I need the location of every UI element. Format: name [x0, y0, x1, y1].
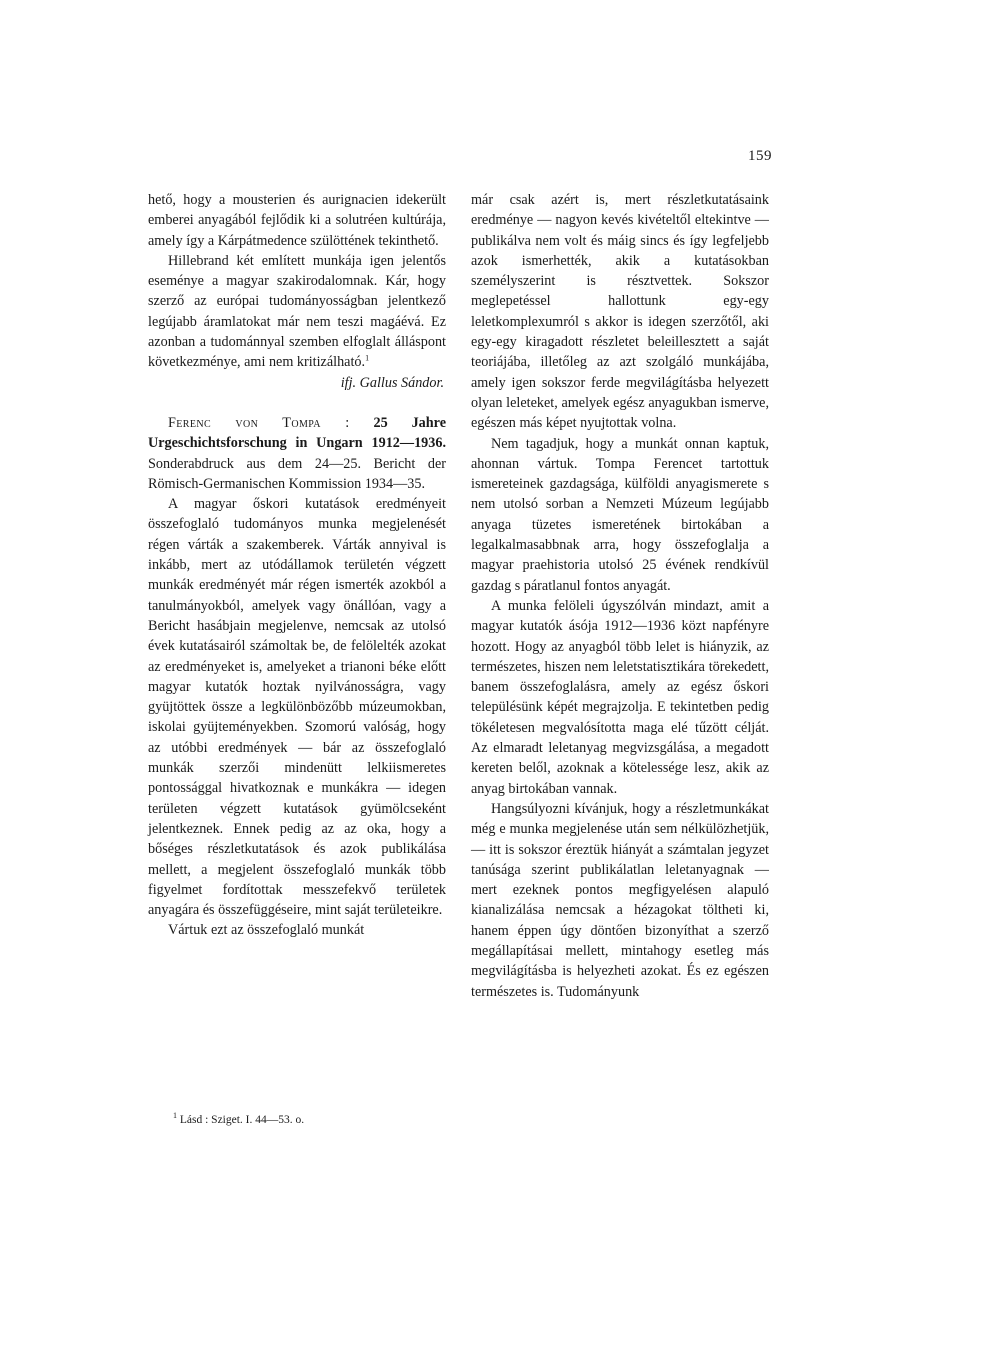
paragraph: hető, hogy a mousterien és aurignacien idekerült emberei anyagából fejlődik ki a solutréen kultúrája, amely így a Kárpátmedence szülöttének tekinthető. [148, 192, 446, 249]
paragraph-text: Hillebrand két említett munkája igen jelentős eseménye a magyar szakirodalomnak. Kár, hogy szerző az európai tudományosságban jelentkező legújabb áramlatokat már nem teszi magáévá. Ez azonban a tudománnyal szemben elfoglalt álláspont következménye, ami nem kritizálható. [148, 252, 446, 371]
paragraph: Vártuk ezt az összefoglaló munkát [168, 922, 365, 939]
paragraph [148, 251, 446, 373]
paragraph: Hangsúlyozni kívánjuk, hogy a részletmunkákat még e munka megjelenése után sem nélkülözhetjük, — itt is sokszor éreztük hiányát a számtalan jegyzet tanúsága szerint publikálatlan leletanyagnak — mert ezeknek pontos megfigyelésen alapuló kianalizálása nemcsak a hézagokat töltheti ki, hanem éppen úgy döntően bizonyíthat a szerző megállapításai mellett, mintahogy esetleg más megvilágításba is helyezheti azokat. És ez egészen természetes is. Tudományunk [471, 800, 769, 1000]
review-author: Ferenc von Tompa : [168, 414, 350, 431]
footnote-text: Lásd : Sziget. I. 44—53. o. [179, 1114, 305, 1126]
right-column [471, 190, 769, 1002]
paragraph: A munka felöleli úgyszólván mindazt, amit a magyar kutatók ásója 1912—1936 közt napfényre hozott. Hogy az anyagból több lelet is hiányzik, az természetes, hiszen nem leletstatisztikára törekedett, banem összefoglalásra, amely az egész őskori településünk képét megrajzolja. E tekintetben pedig tökéletesen megvalósította maga elé tűzött célját. Az elmaradt leletanyag megvizsgálása, a megadott kereten belől, azoknak a kötelessége lesz, akik az anyag birtokában vannak. [471, 597, 769, 797]
page-number: 159 [748, 148, 772, 164]
footnote [173, 1113, 304, 1128]
left-column [148, 190, 446, 941]
paragraph: már csak azért is, mert részletkutatásaink eredménye — nagyon kevés kivételtől eltekintve — publikálva nem volt és máig sincs és így legfeljebb azok ismerhették, akik a kutatásokban személyszerint is résztvettek. Sokszor meglepetéssel hallottunk egy-egy leletkomplexumról s akkor is idegen szerzőtől, aki egy-egy kiragadott részletet beleillesztett a saját teoriájába, illetőleg az azt szolgáló munkájába, amely igen sokszor ferde megvilágításba helyezett olyan leleteket, amelyek egész anyagukban ismerve, egészen más képet nyujtottak volna. [471, 192, 769, 432]
footnote-number: 1 [173, 1111, 177, 1121]
paragraph: Nem tagadjuk, hogy a munkát onnan kaptuk, ahonnan vártuk. Tompa Ferencet tartottuk ismereteinek gazdagsága, külföldi anyagismerete s nem utolsó sorban a Nemzeti Múzeum legújabb anyaga tüzetes ismeretének birtokában a legalkalmasabbnak arra, hogy összefoglalja a magyar praehistoria utolsó 25 évének rendkívül gazdag s páratlanul fontos anyagát. [471, 435, 769, 594]
paragraph: A magyar őskori kutatások eredményeit összefoglaló tudományos munka megjelenését régen várták a szakemberek. Várták annyival is inkább, mert az utódállamok területén végzett munkák eredményét már régen ismerték azokból a tanulmányokból, amelyek vagy önállóan, vagy a Bericht hasábjain megjelenve, nemcsak az utolsó évek kutatásairól számoltak be, de felölelték azokat az eredményeket is, amelyeket a trianoni béke előtt magyar kutatók hoztak nyilvánosságra, vagy gyüjtöttek össze a legkülönbözőbb múzeumokban, iskolai gyüjteményekben. Szomorú valóság, hogy az utóbbi eredmények — bár az összefoglaló munkák szerzői mindenütt lelkiismeretes pontossággal hivatkoznak e munkákra — idegen területen végzett kutatások gyümölcseként jelentkeznek. Ennek pedig az az oka, hogy a bőséges részletkutatások és azok publikálása mellett, a megjelent összefoglaló munkák több figyelmet fordítottak messzefekvő területek anyagára és összefüggéseire, mint saját területeikre. [148, 496, 446, 919]
review-source: Sonderabdruck aus dem 24—25. Bericht der Römisch-Germanischen Kommission 1934—35. [148, 455, 446, 492]
review-book-title: 25 Jahre Urgeschichtsforschung in Ungarn 1912—1936. [148, 414, 446, 452]
review-signature: ifj. Gallus Sándor. [340, 374, 444, 391]
review-heading [148, 413, 446, 494]
footnote-marker: 1 [365, 353, 370, 363]
